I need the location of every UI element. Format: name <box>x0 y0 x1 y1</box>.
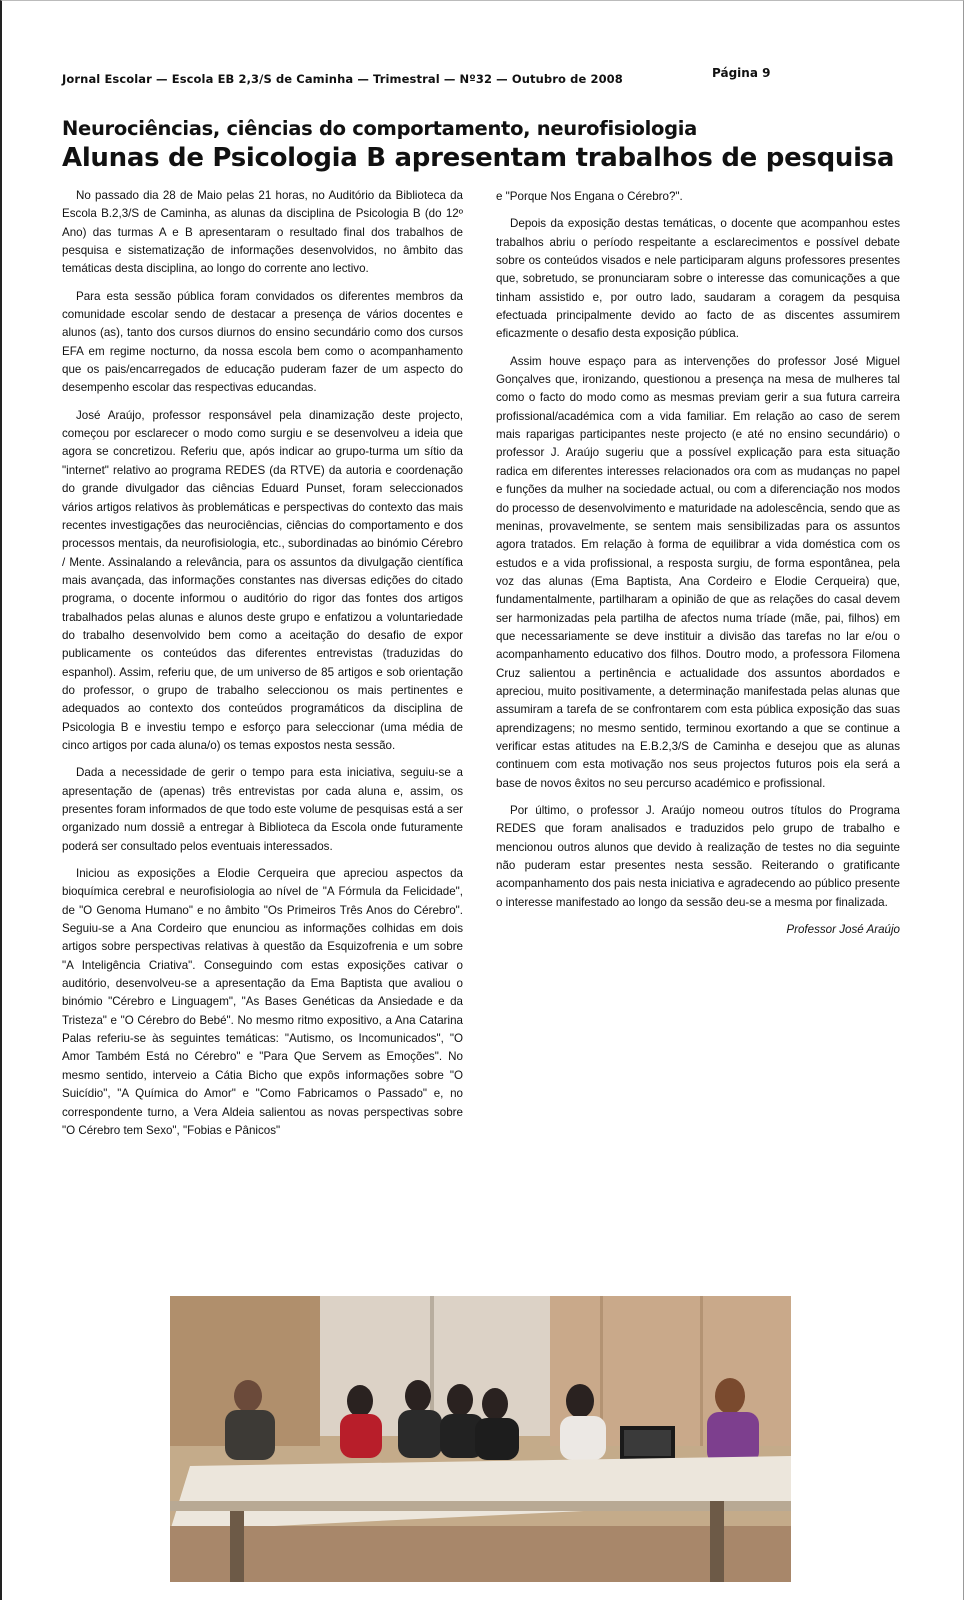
article-paragraph: José Araújo, professor responsável pela dinamização deste projecto, começou por esclarecer o modo como surgiu e se desenvolveu a ideia que agora se concretizou. Referiu que, após indicar ao grupo-turma um sítio da "internet" relativo ao programa REDES (da RTVE) da autoria e coordenação do grande divulgador das ciências Eduard Punset, foram seleccionados vários artigos relativos às problemáticas e perspectivas do contexto das mais recentes investigações das neurociências, ciências do comportamento e dos processos mentais, da neurofisiologia, etc., subordinadas ao binómio Cérebro / Mente. Assinalando a relevância, para os assuntos da divulgação científica mais avançada, das informações constantes nas diversas edições do citado programa, o docente informou o auditório do rigor das fontes dos artigos trabalhados pelas alunas e alunos deste grupo e enfatizou a voluntariedade do trabalho desenvolvido bem como a aceitação do desafio de expor publicamente os conteúdos das diferentes entrevistas (traduzidas do espanhol). Assim, referiu que, de um universo de 85 artigos e sob orientação do professor, o grupo de trabalho seleccionou os mais pertinentes e adequados ao contexto dos conteúdos programáticos da disciplina de Psicologia B e investiu tempo e esforço para seleccionar (uma média de cinco artigos por cada aluna/o) os temas expostos nesta sessão. <box>62 408 463 752</box>
article-paragraph-continuation: e "Porque Nos Engana o Cérebro?". <box>496 190 683 203</box>
page-number: Página 9 <box>712 66 771 80</box>
article-headline: Alunas de Psicologia B apresentam trabalhos de pesquisa <box>62 143 895 173</box>
article-paragraph: Dada a necessidade de gerir o tempo para esta iniciativa, seguiu-se a apresentação de (apenas) três entrevistas por cada aluna e, assim, os presentes foram informados de que todo este volume de pesquisas está a ser organizado num dossiê a entregar à Biblioteca da Escola onde futuramente poderá ser consultado pelos eventuais interessados. <box>62 766 463 853</box>
article-kicker: Neurociências, ciências do comportamento, neurofisiologia <box>62 117 697 140</box>
newspaper-masthead: Jornal Escolar — Escola EB 2,3/S de Caminha — Trimestral — Nº32 — Outubro de 2008 <box>62 72 623 86</box>
article-paragraph: Iniciou as exposições a Elodie Cerqueira que apreciou aspectos da bioquímica cerebral e neurofisiologia ao nível de "A Fórmula da Felicidade", de "O Genoma Humano" e no âmbito "Os Primeiros Três Anos do Cérebro". Seguiu-se a Ana Cordeiro que enunciou as informações colhidas em dois artigos sobre perspectivas relativas à questão da Esquizofrenia e um sobre "A Inteligência Criativa". Conseguindo com estas exposições cativar o auditório, desenvolveu-se a apresentação da Ema Baptista que avaliou o binómio "Cérebro e Linguagem", "As Bases Genéticas da Ansiedade e da Tristeza" e "O Cérebro do Bebé". No mesmo ritmo expositivo, a Ana Catarina Palas referiu-se às seguintes temáticas: "Autismo, os Incomunicados", "O Amor Também Está no Cérebro" e "Para Que Servem as Emoções". No mesmo sentido, interveio a Cátia Bicho que expôs informações sobre "O Suicídio", "A Química do Amor" e "Como Fabricamos o Passado" e, no correspondente turno, a Vera Aldeia salientou as novas perspectivas sobre "O Cérebro tem Sexo", "Fobias e Pânicos" <box>62 867 463 1137</box>
article-paragraph: Por último, o professor J. Araújo nomeou outros títulos do Programa REDES que foram analisados e traduzidos pelo grupo de trabalho e mencionou outros alunos que devido à realização de testes no dia seguinte não puderam estar presentes nesta sessão. Reiterando o gratificante acompanhamento dos pais nesta iniciativa e agradecendo ao público presente o interesse manifestado ao longo da sessão deu-se a mesma por finalizada. <box>496 804 900 909</box>
article-paragraph: Para esta sessão pública foram convidados os diferentes membros da comunidade escolar sendo de destacar a presença de vários docentes e alunos (as), tanto dos cursos diurnos do ensino secundário como dos cursos EFA em regime nocturno, da nossa escola bem como o acompanhamento que os pais/encarregados de educação puderam fazer de um aspecto do desempenho escolar das respectivas educandas. <box>62 289 463 395</box>
author-signature: Professor José Araújo <box>786 923 900 937</box>
article-column-right <box>496 188 900 939</box>
article-paragraph: Assim houve espaço para as intervenções do professor José Miguel Gonçalves que, ironizando, questionou a presença na mesa de mulheres tal como o facto do modo como as mesmas previam gerir a sua futura carreira profissional/académica com a vida familiar. Em relação ao caso de serem mais raparigas participantes neste projecto (e até no ensino secundário) o professor J. Araújo sugeriu que a possível explicação para esta situação radica em diferentes interesses relacionados ora com as mudanças no papel e funções da mulher na sociedade actual, ou com a diferenciação nos modos do processo de desenvolvimento e maturidade na adolescência, sendo que as meninas, provavelmente, se sentem mais sensibilizadas para os assuntos agora tratados. Em relação à forma de equilibrar a vida doméstica com os estudos e a vida profissional, a resposta surgiu, de forma espontânea, pela voz das alunas (Ema Baptista, Ana Cordeiro e Elodie Cerqueira) que, fundamentalmente, partilharam a opinião de que as relações do casal devem ser harmonizadas pela partilha de afectos numa tríade (mãe, pai, filhos) em que necessariamente se deve instituir a divisão das tarefas no lar e/ou o acompanhamento educativo dos filhos. Doutro modo, a professora Filomena Cruz salientou a pertinência e actualidade dos assuntos abordados e apreciou, muito positivamente, a determinação manifestada pelas alunas que assumiram a tarefa de se confrontarem com esta pública exposição das suas aprendizagens; no mesmo sentido, terminou exortando a que se continue a verificar estas atitudes na E.B.2,3/S de Caminha e desejou que as alunas continuem com esta motivação nos seus projectos futuros pois ela será a base de novos êxitos no seu percurso académico e profissional. <box>496 354 900 790</box>
event-photo-illustration <box>170 1296 791 1582</box>
article-column-left <box>62 187 463 1149</box>
event-photo <box>170 1296 791 1582</box>
article-paragraph: Depois da exposição destas temáticas, o docente que acompanhou estes trabalhos abriu o período respeitante a esclarecimentos e possível debate sobre os conteúdos visados e nele participaram alguns professores presentes que, sobretudo, se pronunciaram sobre o interesse das comunicações a que tinham assistido e, por outro lado, saudaram a coragem da pesquisa efectuada principalmente devido ao facto de as discentes assumirem eficazmente o desafio desta exposição pública. <box>496 217 900 341</box>
article-paragraph: No passado dia 28 de Maio pelas 21 horas, no Auditório da Biblioteca da Escola B.2,3/S de Caminha, as alunas da disciplina de Psicologia B (do 12º Ano) das turmas A e B apresentaram o resultado final dos trabalhos de pesquisa e sistematização de informações desenvolvidos, no âmbito das temáticas desta disciplina, ao longo do corrente ano lectivo. <box>62 189 463 276</box>
